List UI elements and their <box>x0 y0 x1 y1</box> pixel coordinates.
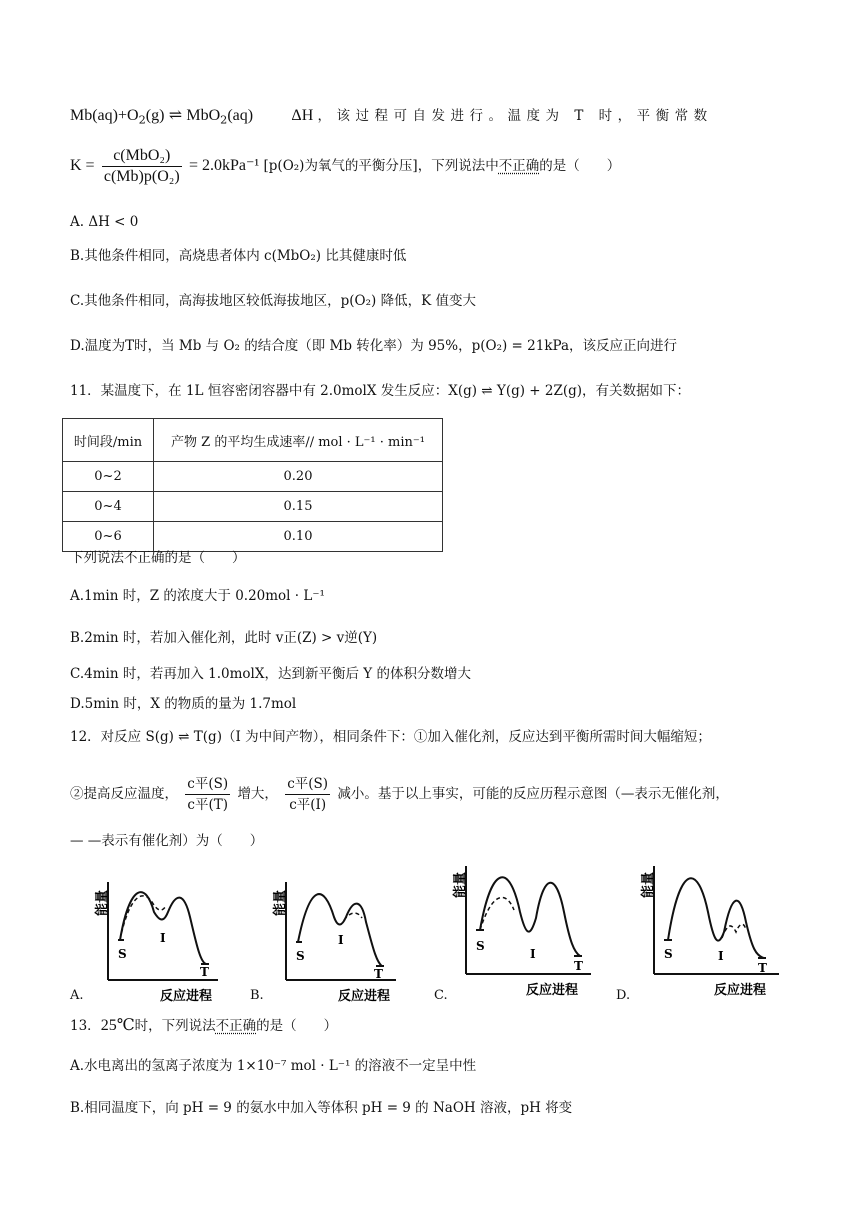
x-axis-label: 反应进程 <box>338 989 391 1004</box>
q12-line2-c: 减小。基于以上事实，可能的反应历程示意图（—表示无催化剂， <box>337 786 729 802</box>
q10-option-a: A. ΔH < 0 <box>70 214 139 230</box>
q11-option-c: C.4min 时，若再加入 1.0molX，达到新平衡后 Y 的体积分数增大 <box>70 666 471 682</box>
q13-stem-b: 时，下列说法 <box>134 1018 216 1034</box>
eq-g: (g) <box>145 107 165 124</box>
q13-stem-c: 的是（ ） <box>256 1018 338 1034</box>
intermediate-label: I <box>160 931 166 945</box>
q10-k-line <box>70 146 620 187</box>
option-a-label: A. <box>70 988 84 1003</box>
table-cell: 0.15 <box>154 492 443 522</box>
q10-text3: 的是（ ） <box>539 158 621 174</box>
k-denominator: c(Mb)p(O₂) <box>103 168 180 185</box>
q10-option-b: B.其他条件相同，高烧患者体内 c(MbO₂) 比其健康时低 <box>70 248 407 264</box>
frac2-numerator: c平(S) <box>285 774 330 795</box>
energy-diagram-a <box>88 862 228 1004</box>
q11-ask: 下列说法不正确的是（ ） <box>70 550 246 566</box>
start-label: S <box>476 939 485 953</box>
x-axis-label: 反应进程 <box>714 983 767 998</box>
q13-temperature: 25℃ <box>100 1017 135 1034</box>
q12-line3: — —表示有催化剂）为（ ） <box>70 833 264 849</box>
q12-fraction-2 <box>285 774 330 815</box>
delta-h: ΔH <box>291 107 314 124</box>
frac1-numerator: c平(S) <box>185 774 230 795</box>
energy-diagram-b <box>266 862 406 1004</box>
start-label: S <box>118 947 127 961</box>
table-cell: 0.20 <box>154 462 443 492</box>
eq-right-end: (aq) <box>227 107 254 124</box>
q13-option-b: B.相同温度下，向 pH = 9 的氨水中加入等体积 pH = 9 的 NaOH 溶液，pH 将变 <box>70 1100 573 1116</box>
y-axis-label: 能量 <box>273 889 288 916</box>
table-cell: 0~6 <box>63 522 154 552</box>
header-time: 时间段/min <box>63 419 154 462</box>
intermediate-label: I <box>338 933 344 947</box>
q13-stem <box>70 1016 337 1036</box>
frac2-denominator: c平(I) <box>289 797 327 813</box>
energy-diagram-c <box>446 852 596 1002</box>
mbo2-subscript: 2 <box>220 113 228 127</box>
q11-rate-table <box>62 418 443 552</box>
q12-line1: 12．对反应 S(g) ⇌ T(g)（I 为中间产物），相同条件下：①加入催化剂，反应达到平衡所需时间大幅缩短； <box>70 729 711 745</box>
table-row <box>63 522 443 552</box>
start-label: S <box>664 947 673 961</box>
k-label: K = <box>70 157 95 174</box>
end-label: T <box>758 961 767 975</box>
q10-not-correct: 不正确 <box>498 158 540 174</box>
y-axis-label: 能量 <box>95 889 110 916</box>
energy-diagram-d <box>634 852 784 1002</box>
k-value: = 2.0kPa⁻¹ <box>188 157 260 174</box>
intermediate-label: I <box>718 949 724 963</box>
option-b-label: B. <box>250 988 264 1003</box>
y-axis-label: 能量 <box>453 871 468 898</box>
table-row <box>63 492 443 522</box>
x-axis-label: 反应进程 <box>160 989 213 1004</box>
q11-option-d: D.5min 时，X 的物质的量为 1.7mol <box>70 696 297 712</box>
q10-text2: [p(O₂)为氧气的平衡分压]，下列说法中 <box>263 158 499 174</box>
q10-equation-line <box>70 106 713 131</box>
y-axis-label: 能量 <box>641 871 656 898</box>
table-cell: 0~2 <box>63 462 154 492</box>
header-rate: 产物 Z 的平均生成速率// mol · L⁻¹ · min⁻¹ <box>154 419 443 462</box>
end-label: T <box>374 967 383 981</box>
table-row <box>63 462 443 492</box>
q13-not-correct: 不正确 <box>215 1018 257 1034</box>
q11-option-a: A.1min 时，Z 的浓度大于 0.20mol · L⁻¹ <box>70 588 325 604</box>
table-cell: 0.10 <box>154 522 443 552</box>
q12-line2-b: 增大， <box>237 786 278 802</box>
q10-option-d: D.温度为T时，当 Mb 与 O₂ 的结合度（即 Mb 转化率）为 95%，p(O₂) = 21kPa，该反应正向进行 <box>70 338 678 354</box>
q11-option-b: B.2min 时，若加入催化剂，此时 v正(Z) > v逆(Y) <box>70 630 378 646</box>
end-label: T <box>574 959 583 973</box>
k-numerator: c(MbO₂) <box>102 146 182 167</box>
q13-option-a: A.水电离出的氢离子浓度为 1×10⁻⁷ mol · L⁻¹ 的溶液不一定呈中性 <box>70 1058 477 1074</box>
frac1-denominator: c平(T) <box>187 797 229 813</box>
q11-stem: 11．某温度下，在 1L 恒容密闭容器中有 2.0molX 发生反应：X(g) ⇌ Y(g) + 2Z(g)，有关数据如下： <box>70 383 691 399</box>
option-d-label: D. <box>616 988 631 1003</box>
q12-line2-a: ②提高反应温度， <box>70 786 178 802</box>
q12-fraction-1 <box>185 774 230 815</box>
end-label: T <box>200 965 209 979</box>
q12-line2 <box>70 774 729 815</box>
start-label: S <box>296 949 305 963</box>
q10-option-c: C.其他条件相同，高海拔地区较低海拔地区，p(O₂) 降低，K 值变大 <box>70 293 476 309</box>
intermediate-label: I <box>530 947 536 961</box>
table-cell: 0~4 <box>63 492 154 522</box>
option-c-label: C. <box>434 988 448 1003</box>
o2-subscript: 2 <box>138 113 146 127</box>
q10-text1: ，该过程可自发进行。温度为 T 时，平衡常数 <box>317 108 713 124</box>
x-axis-label: 反应进程 <box>526 983 579 998</box>
equilibrium-arrow: ⇌ <box>168 107 183 124</box>
q13-stem-a: 13． <box>70 1018 101 1034</box>
table-header-row <box>63 419 443 462</box>
k-fraction <box>102 146 182 187</box>
eq-right: MbO <box>186 107 221 124</box>
eq-left: Mb(aq)+O <box>70 107 139 124</box>
